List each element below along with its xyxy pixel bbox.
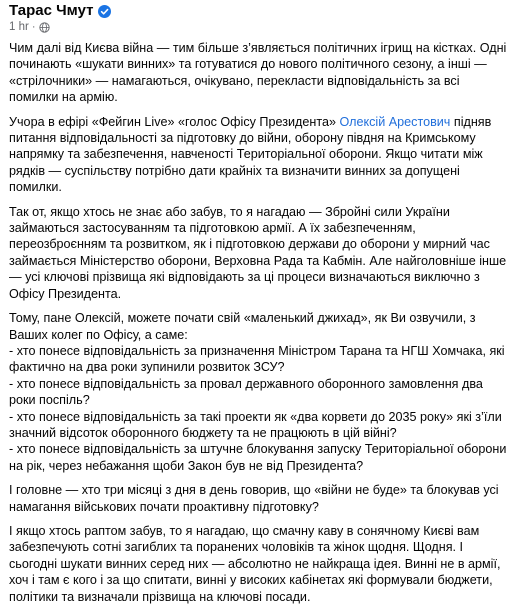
paragraph-2-text-start: Учора в ефірі «Фейгин Live» «голос Офісу Президента» xyxy=(9,114,340,129)
post-header xyxy=(9,0,516,38)
post-paragraph-3: Так от, якщо хтось не знає або забув, то я нагадаю — Збройні сили України займаються застосуванням та підготовкою армії. А їх забезпеченням, переозброєнням та розвитком, як і підготовкою держави до оборони у мирний час займається Міністерство оборони, Верховна Рада та Кабмін. Але найголовніше інше — усі ключові прізвища які відповідають за ці процеси визначаються виключно з Офісу Президента. xyxy=(9,204,507,301)
author-row xyxy=(9,1,111,21)
author-name[interactable]: Тарас Чмут xyxy=(9,2,94,19)
question-item-1: - хто понесе відповідальність за призначення Міністром Тарана та НГШ Хомчака, які фактично на два роки зупинили розвиток ЗСУ? xyxy=(9,343,505,375)
mention-link[interactable]: Олексій Арестович xyxy=(339,114,451,129)
verified-badge-icon xyxy=(98,5,111,18)
paragraph-2-text-end: підняв питання відповідальності за підготовку до війни, оборону півдня на Кримському напрямку та забезпечення, навченості Територіальної оборони. Якщо читати між рядків — суспільству потрібно дати крайніх та визначити винних за допущені помилки. xyxy=(9,114,492,195)
question-intro: Тому, пане Олексій, можете почати свій «маленький джихад», як Ви озвучили, з Ваших колег по Офісу, а саме: xyxy=(9,311,476,342)
post-meta xyxy=(9,20,50,34)
post-timestamp[interactable]: 1 hr xyxy=(9,21,29,33)
globe-icon[interactable] xyxy=(39,22,50,33)
post-paragraph-5: І головне — хто три місяці з дня в день говорив, що «війни не буде» та блокував усі намагання військових почати проактивну підготовку? xyxy=(9,483,499,514)
question-item-4: - хто понесе відповідальність за штучне блокування запуску Територіальної оборони на рік, через небажання щоби Закон був не від Президента? xyxy=(9,442,507,473)
post-paragraph-6: І якщо хтось раптом забув, то я нагадаю, що смачну каву в сонячному Києві вам забезпечують сотні загиблих та поранених чоловіків та жінок щодня. Щодня. І сьогодні шукати винних серед них — абсолютно не найкраща ідея. Винні не в армії, хоч і там є кого і за що спитати, винні у високих кабінетах які формували бюджети, політики та визначали прізвища на ключові посади. xyxy=(9,523,501,604)
question-item-3: - хто понесе відповідальність за такі проекти як «два корвети до 2035 року» які з’їли значний відсоток оборонного бюджету та не працюють в цій війні? xyxy=(9,409,502,440)
post-paragraph-4 xyxy=(9,310,509,474)
post-paragraph-1: Чим далі від Києва війна — тим більше з’являється політичних ігрищ на кістках. Одні починають «шукати винних» та готуватися до нового політичного сезону, а інші — «стрілочники» — намагаються, очікувано, перекласти відповідальність за всі помилки на армію. xyxy=(9,41,507,105)
post-body xyxy=(9,40,509,605)
post-paragraph-2 xyxy=(9,114,509,196)
question-item-2: - хто понесе відповідальність за провал державного оборонного замовлення два роки поспіль? xyxy=(9,376,483,408)
meta-separator: · xyxy=(31,21,36,33)
